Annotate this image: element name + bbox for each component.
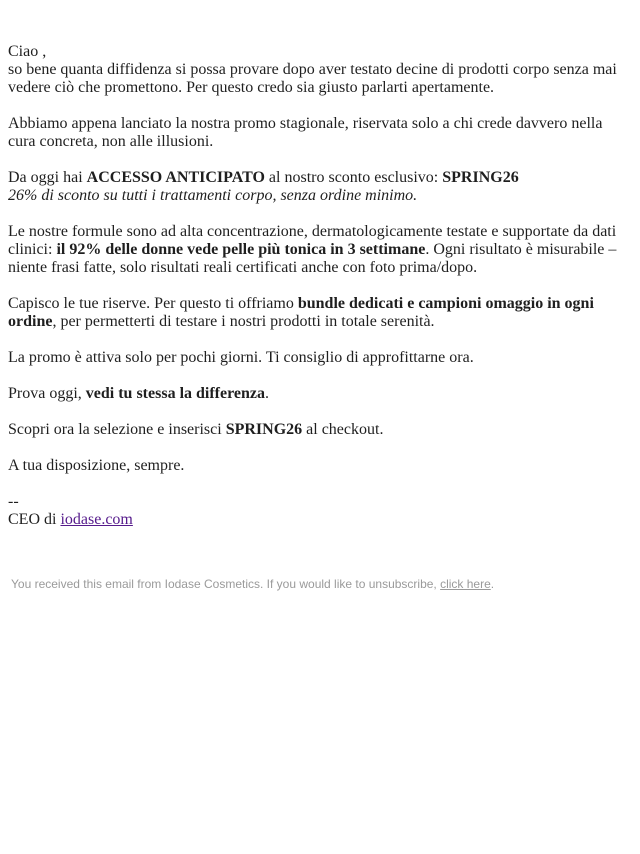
discount-code: SPRING26 <box>442 169 519 186</box>
signature-role: CEO di <box>8 511 61 528</box>
email-body <box>8 43 623 529</box>
bundles-prefix: Capisco le tue riserve. Per questo ti offriamo <box>8 295 298 312</box>
try-bold: vedi tu stessa la differenza <box>85 385 266 402</box>
formulas-bold: il 92% delle donne vede pelle più tonica in 3 settimane <box>56 241 426 258</box>
greeting-block <box>8 43 623 97</box>
formulas-block <box>8 223 623 277</box>
footer-text: You received this email from Iodase Cosmetics. If you would like to unsubscribe, <box>11 577 441 591</box>
intro-text: so bene quanta diffidenza si possa provare dopo aver testato decine di prodotti corpo senza mai vedere ciò che promettono. Per questo credo sia giusto parlarti apertamente. <box>8 61 617 96</box>
footer-end: . <box>490 577 495 591</box>
discover-block <box>8 421 623 439</box>
unsubscribe-link[interactable]: click here <box>440 577 491 591</box>
discover-code: SPRING26 <box>225 421 303 438</box>
early-access-block <box>8 169 623 205</box>
bundles-bold: bundle dedicati e campioni omaggio in ogni ordine <box>8 295 594 330</box>
access-bold: ACCESSO ANTICIPATO <box>86 169 265 186</box>
urgency-text: La promo è attiva solo per pochi giorni. Ti consiglio di approfittarne ora. <box>8 349 474 366</box>
formulas-prefix: Le nostre formule sono ad alta concentrazione, dermatologicamente testate e supportate da dati clinici: <box>8 223 617 258</box>
try-block <box>8 385 623 403</box>
email-footer <box>11 576 631 592</box>
promo-intro: Abbiamo appena lanciato la nostra promo stagionale, riservata solo a chi crede davvero nella cura concreta, non alle illusioni. <box>8 115 603 150</box>
discount-description: 26% di sconto su tutti i trattamenti corpo, senza ordine minimo. <box>8 187 418 204</box>
closing-text: A tua disposizione, sempre. <box>8 457 185 474</box>
discover-suffix: al checkout. <box>302 421 384 438</box>
formulas-suffix: . Ogni risultato è misurabile – niente frasi fatte, solo risultati reali certificati anche con foto prima/dopo. <box>8 241 617 276</box>
access-middle: al nostro sconto esclusivo: <box>264 169 443 186</box>
bundles-block <box>8 295 623 331</box>
try-prefix: Prova oggi, <box>8 385 86 402</box>
discover-prefix: Scopri ora la selezione e inserisci <box>8 421 226 438</box>
greeting: Ciao , <box>8 43 47 60</box>
signature-block <box>8 493 623 529</box>
bundles-suffix: , per permetterti di testare i nostri prodotti in totale serenità. <box>52 313 435 330</box>
try-suffix: . <box>265 385 270 402</box>
signature-dashes: -- <box>8 493 19 510</box>
access-prefix: Da oggi hai <box>8 169 87 186</box>
site-link[interactable]: iodase.com <box>60 511 133 528</box>
